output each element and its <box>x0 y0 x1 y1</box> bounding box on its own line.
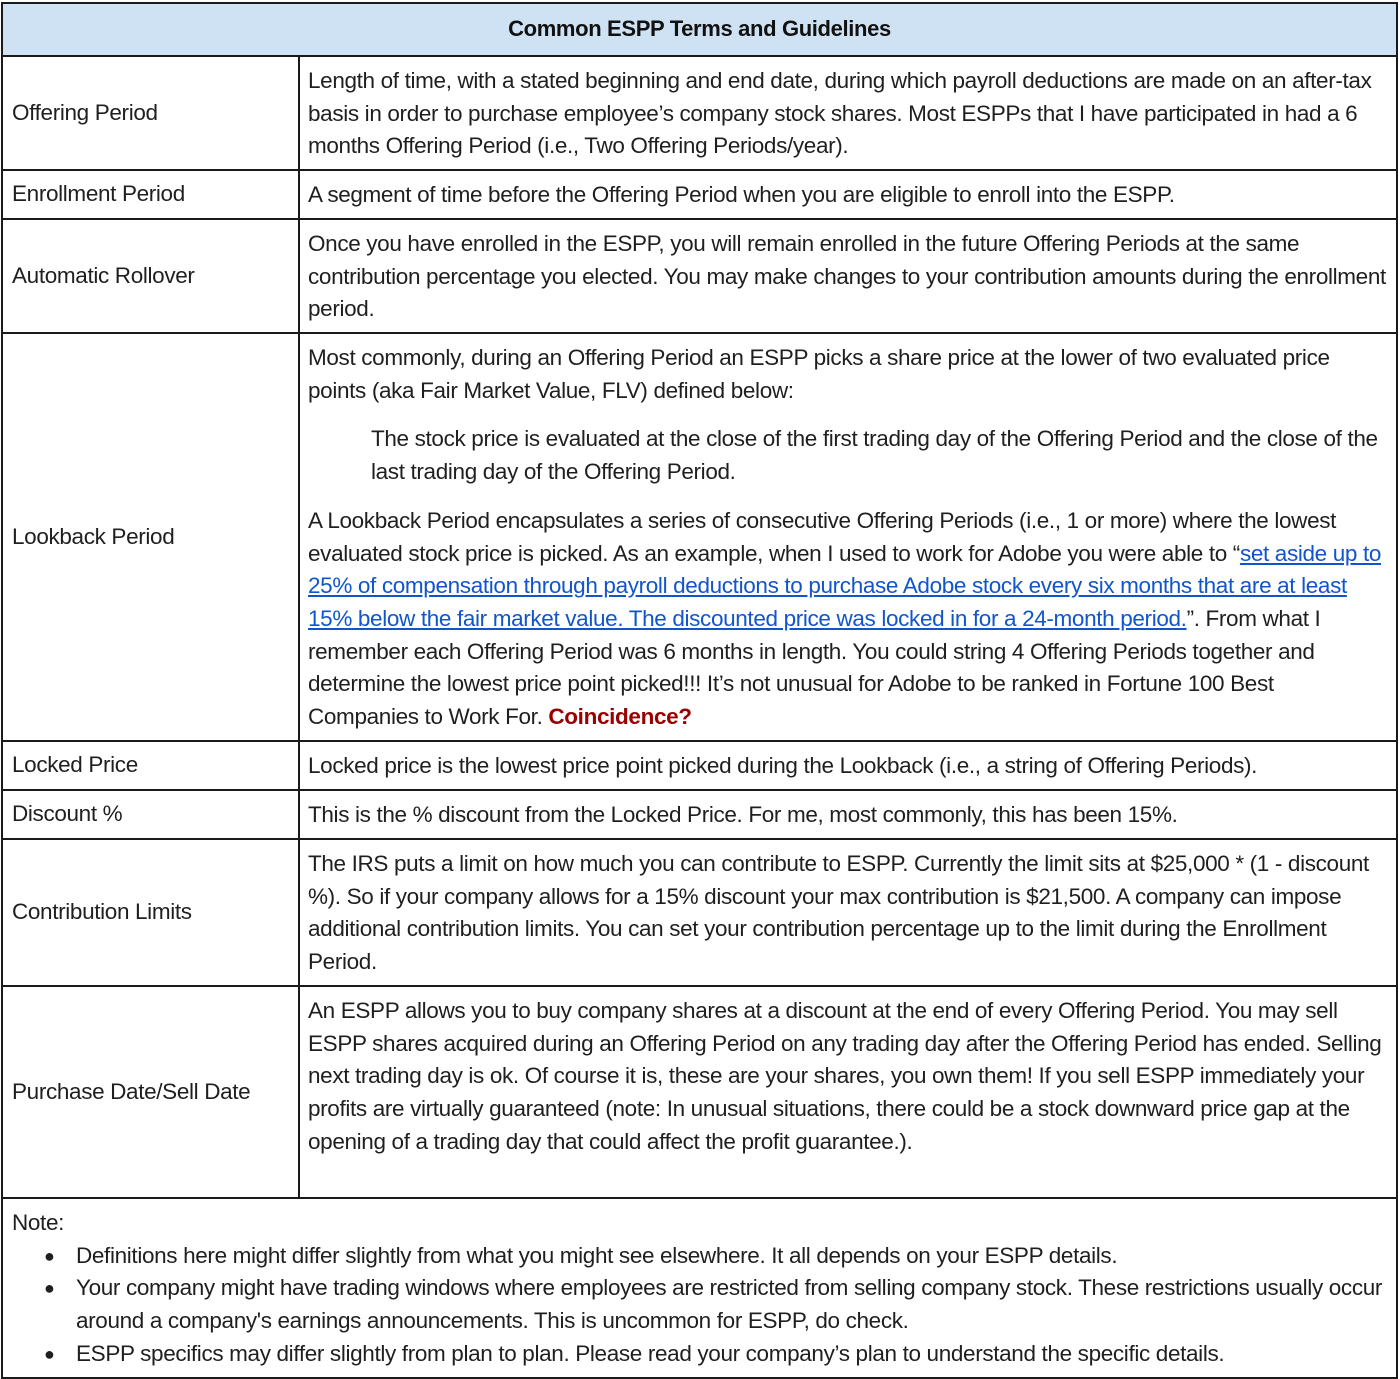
note-section <box>3 1199 1396 1377</box>
term-label: Lookback Period <box>3 334 300 740</box>
term-label: Purchase Date/Sell Date <box>3 987 300 1197</box>
table-row-contribution-limits <box>3 840 1396 987</box>
term-label: Contribution Limits <box>3 840 300 985</box>
term-definition: This is the % discount from the Locked Price. For me, most commonly, this has been 15%. <box>308 802 1178 827</box>
table-row-lookback-period <box>3 334 1396 742</box>
lookback-paragraph-3: A Lookback Period encapsulates a series of consecutive Offering Periods (i.e., 1 or more) where the lowest evaluated stock price is picked. As an example, when I used to work for Adobe you were able to “set aside up to 25% of compensation through payroll deductions to purchase Adobe stock every six months that are at least 15% below the fair market value. The discounted price was locked in for a 24-month period.”. From what I remember each Offering Period was 6 months in length. You could string 4 Offering Periods together and determine the lowest price point picked!!! It’s not unusual for Adobe to be ranked in Fortune 100 Best Companies to Work For. Coincidence? <box>308 507 1382 730</box>
adobe-espp-link[interactable]: set aside up to 25% of compensation through payroll deductions to purchase Adobe stock every six months that are at least 15% below the fair market value. The discounted price was locked in for a 24-month period. <box>308 540 1382 631</box>
term-definition: Length of time, with a stated beginning and end date, during which payroll deductions are made on an after-tax basis in order to purchase employee’s company stock shares. Most ESPPs that I have participated in had a 6 months Offering Period (i.e., Two Offering Periods/year). <box>308 68 1372 159</box>
table-row-automatic-rollover <box>3 220 1396 334</box>
bullet-icon: ● <box>44 1278 55 1299</box>
term-definition: A segment of time before the Offering Period when you are eligible to enroll into the ESPP. <box>308 182 1175 207</box>
note-label: Note: <box>12 1210 65 1235</box>
table-row-discount <box>3 791 1396 840</box>
table-row-offering-period <box>3 57 1396 171</box>
term-label: Automatic Rollover <box>3 220 300 332</box>
term-definition: The IRS puts a limit on how much you can contribute to ESPP. Currently the limit sits at $25,000 * (1 - discount %). So if your company allows for a 15% discount your max contribution is $21,500. A company can impose additional contribution limits. You can set your contribution percentage up to the limit during the Enrollment Period. <box>308 851 1369 975</box>
table-row-purchase-sell-date <box>3 987 1396 1199</box>
note-item: ● Definitions here might differ slightly from what you might see elsewhere. It all depends on your ESPP details. <box>12 1240 1387 1273</box>
table-row-locked-price <box>3 742 1396 791</box>
bullet-icon: ● <box>44 1343 55 1364</box>
bullet-icon: ● <box>44 1245 55 1266</box>
term-label: Locked Price <box>3 742 300 789</box>
term-label: Enrollment Period <box>3 171 300 218</box>
note-list <box>12 1240 1387 1371</box>
note-item: ● Your company might have trading windows where employees are restricted from selling company stock. These restrictions usually occur around a company's earnings announcements. This is uncommon for ESPP, do check. <box>12 1272 1387 1337</box>
term-label: Offering Period <box>3 57 300 169</box>
term-definition: An ESPP allows you to buy company shares at a discount at the end of every Offering Period. You may sell ESPP shares acquired during an Offering Period on any trading day after the Offering Period has ended. Selling next trading day is ok. Of course it is, these are your shares, you own them! If you sell ESPP immediately your profits are virtually guaranteed (note: In unusual situations, there could be a stock downward price gap at the opening of a trading day that could affect the profit guarantee.). <box>308 998 1382 1154</box>
espp-terms-table <box>1 2 1398 1379</box>
table-row-enrollment-period <box>3 171 1396 220</box>
coincidence-emphasis: Coincidence? <box>548 704 692 730</box>
term-definition <box>300 334 1396 740</box>
table-title: Common ESPP Terms and Guidelines <box>3 4 1396 57</box>
lookback-indented-definition: The stock price is evaluated at the close of the first trading day of the Offering Period and the close of the last trading day of the Offering Period. <box>371 426 1378 485</box>
term-label: Discount % <box>3 791 300 838</box>
lookback-paragraph-1: Most commonly, during an Offering Period an ESPP picks a share price at the lower of two evaluated price points (aka Fair Market Value, FLV) defined below: <box>308 345 1330 403</box>
term-definition: Once you have enrolled in the ESPP, you will remain enrolled in the future Offering Periods at the same contribution percentage you elected. You may make changes to your contribution amounts during the enrollment period. <box>308 231 1386 322</box>
note-item: ● ESPP specifics may differ slightly from plan to plan. Please read your company’s plan to understand the specific details. <box>12 1338 1387 1371</box>
term-definition: Locked price is the lowest price point picked during the Lookback (i.e., a string of Offering Periods). <box>308 753 1258 778</box>
